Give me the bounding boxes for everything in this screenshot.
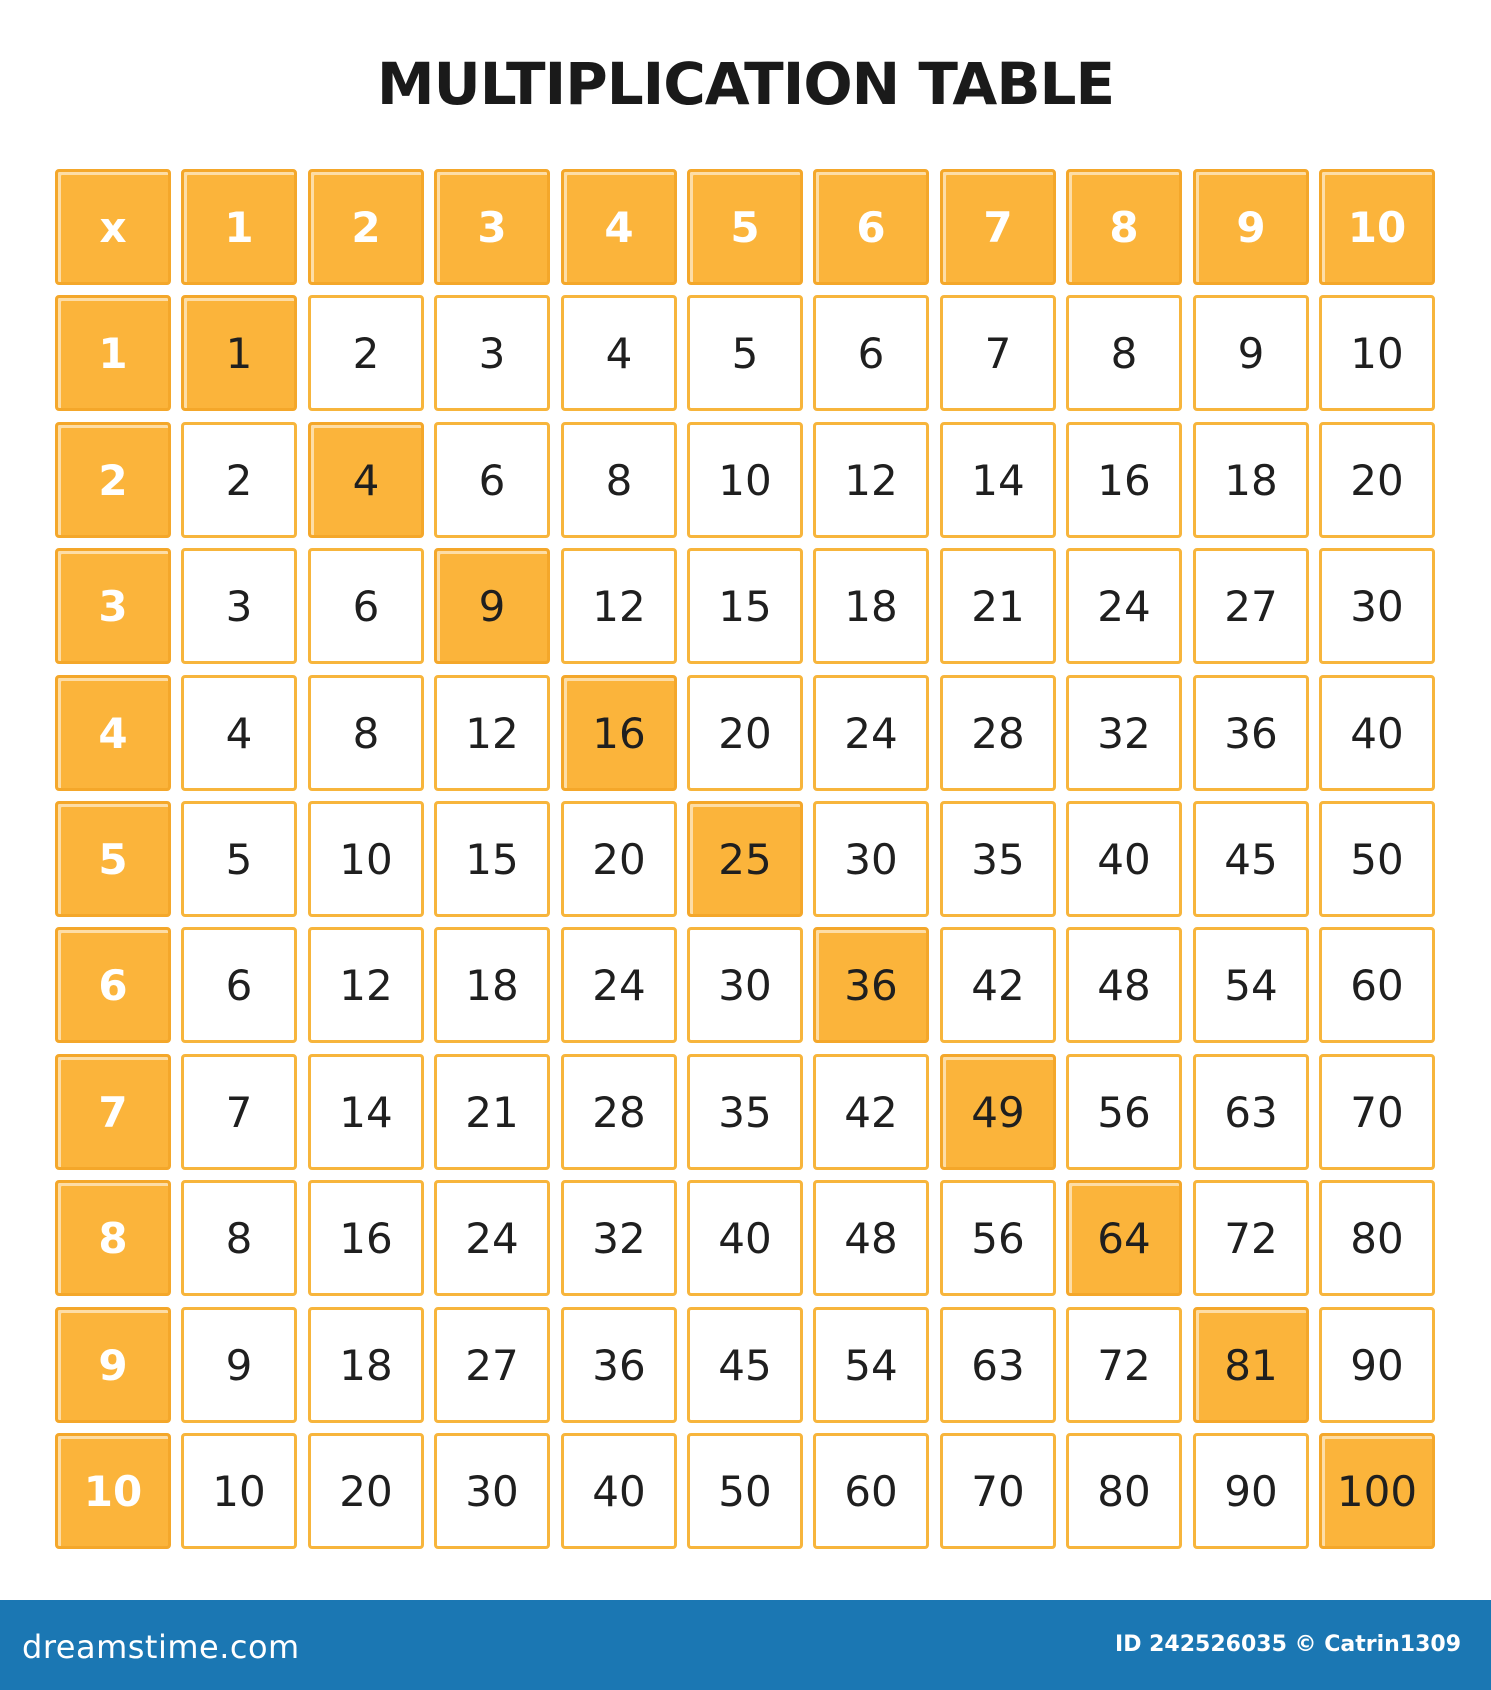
product-cell: 6 — [181, 927, 297, 1043]
column-header-cell: 9 — [1193, 169, 1309, 285]
row-header-cell: 4 — [55, 675, 171, 791]
product-cell: 40 — [1319, 675, 1435, 791]
square-product-cell: 9 — [434, 548, 550, 664]
column-header-cell: 6 — [813, 169, 929, 285]
product-cell: 8 — [308, 675, 424, 791]
product-cell: 54 — [1193, 927, 1309, 1043]
product-cell: 6 — [308, 548, 424, 664]
product-cell: 36 — [561, 1307, 677, 1423]
square-product-cell: 49 — [940, 1054, 1056, 1170]
product-cell: 8 — [181, 1180, 297, 1296]
product-cell: 9 — [181, 1307, 297, 1423]
row-header-cell: 2 — [55, 422, 171, 538]
row-header-cell: 7 — [55, 1054, 171, 1170]
footer-bar — [0, 1600, 1491, 1690]
product-cell: 15 — [687, 548, 803, 664]
product-cell: 20 — [561, 801, 677, 917]
product-cell: 4 — [181, 675, 297, 791]
product-cell: 54 — [813, 1307, 929, 1423]
product-cell: 15 — [434, 801, 550, 917]
product-cell: 20 — [308, 1433, 424, 1549]
row-header-cell: 6 — [55, 927, 171, 1043]
product-cell: 3 — [181, 548, 297, 664]
column-header-cell: 4 — [561, 169, 677, 285]
product-cell: 24 — [1066, 548, 1182, 664]
product-cell: 35 — [940, 801, 1056, 917]
product-cell: 72 — [1066, 1307, 1182, 1423]
square-product-cell: 36 — [813, 927, 929, 1043]
product-cell: 16 — [1066, 422, 1182, 538]
product-cell: 24 — [561, 927, 677, 1043]
footer-image-id: ID 242526035 © Catrin1309 — [1115, 1632, 1461, 1657]
column-header-cell: 8 — [1066, 169, 1182, 285]
product-cell: 30 — [813, 801, 929, 917]
product-cell: 63 — [1193, 1054, 1309, 1170]
product-cell: 7 — [940, 295, 1056, 411]
product-cell: 9 — [1193, 295, 1309, 411]
product-cell: 3 — [434, 295, 550, 411]
product-cell: 30 — [434, 1433, 550, 1549]
product-cell: 6 — [813, 295, 929, 411]
column-header-cell: 7 — [940, 169, 1056, 285]
product-cell: 14 — [940, 422, 1056, 538]
product-cell: 18 — [1193, 422, 1309, 538]
product-cell: 90 — [1319, 1307, 1435, 1423]
product-cell: 56 — [1066, 1054, 1182, 1170]
product-cell: 27 — [434, 1307, 550, 1423]
product-cell: 32 — [561, 1180, 677, 1296]
product-cell: 45 — [687, 1307, 803, 1423]
multiplication-grid — [55, 169, 1435, 1549]
product-cell: 42 — [813, 1054, 929, 1170]
product-cell: 18 — [308, 1307, 424, 1423]
product-cell: 28 — [561, 1054, 677, 1170]
product-cell: 56 — [940, 1180, 1056, 1296]
product-cell: 20 — [1319, 422, 1435, 538]
row-header-cell: 5 — [55, 801, 171, 917]
product-cell: 32 — [1066, 675, 1182, 791]
product-cell: 10 — [181, 1433, 297, 1549]
row-header-cell: 10 — [55, 1433, 171, 1549]
product-cell: 10 — [687, 422, 803, 538]
product-cell: 70 — [940, 1433, 1056, 1549]
square-product-cell: 16 — [561, 675, 677, 791]
product-cell: 80 — [1066, 1433, 1182, 1549]
product-cell: 24 — [813, 675, 929, 791]
column-header-cell: 3 — [434, 169, 550, 285]
product-cell: 6 — [434, 422, 550, 538]
square-product-cell: 100 — [1319, 1433, 1435, 1549]
product-cell: 72 — [1193, 1180, 1309, 1296]
product-cell: 27 — [1193, 548, 1309, 664]
product-cell: 45 — [1193, 801, 1309, 917]
product-cell: 8 — [1066, 295, 1182, 411]
column-header-cell: 1 — [181, 169, 297, 285]
product-cell: 70 — [1319, 1054, 1435, 1170]
product-cell: 10 — [308, 801, 424, 917]
product-cell: 20 — [687, 675, 803, 791]
product-cell: 63 — [940, 1307, 1056, 1423]
row-header-cell: 8 — [55, 1180, 171, 1296]
product-cell: 4 — [561, 295, 677, 411]
product-cell: 14 — [308, 1054, 424, 1170]
product-cell: 40 — [1066, 801, 1182, 917]
product-cell: 12 — [813, 422, 929, 538]
column-header-cell: 5 — [687, 169, 803, 285]
product-cell: 40 — [687, 1180, 803, 1296]
corner-header-cell: x — [55, 169, 171, 285]
product-cell: 60 — [813, 1433, 929, 1549]
product-cell: 10 — [1319, 295, 1435, 411]
product-cell: 18 — [434, 927, 550, 1043]
product-cell: 30 — [1319, 548, 1435, 664]
product-cell: 5 — [181, 801, 297, 917]
square-product-cell: 25 — [687, 801, 803, 917]
footer-brand: dreamstime.com — [22, 1628, 300, 1666]
column-header-cell: 2 — [308, 169, 424, 285]
product-cell: 24 — [434, 1180, 550, 1296]
row-header-cell: 3 — [55, 548, 171, 664]
product-cell: 5 — [687, 295, 803, 411]
product-cell: 42 — [940, 927, 1056, 1043]
product-cell: 7 — [181, 1054, 297, 1170]
product-cell: 18 — [813, 548, 929, 664]
product-cell: 21 — [434, 1054, 550, 1170]
row-header-cell: 1 — [55, 295, 171, 411]
product-cell: 12 — [308, 927, 424, 1043]
product-cell: 40 — [561, 1433, 677, 1549]
product-cell: 21 — [940, 548, 1056, 664]
product-cell: 80 — [1319, 1180, 1435, 1296]
product-cell: 12 — [434, 675, 550, 791]
product-cell: 28 — [940, 675, 1056, 791]
page-title: MULTIPLICATION TABLE — [376, 50, 1115, 118]
product-cell: 2 — [308, 295, 424, 411]
product-cell: 60 — [1319, 927, 1435, 1043]
product-cell: 50 — [687, 1433, 803, 1549]
product-cell: 36 — [1193, 675, 1309, 791]
column-header-cell: 10 — [1319, 169, 1435, 285]
product-cell: 8 — [561, 422, 677, 538]
row-header-cell: 9 — [55, 1307, 171, 1423]
product-cell: 16 — [308, 1180, 424, 1296]
product-cell: 30 — [687, 927, 803, 1043]
product-cell: 35 — [687, 1054, 803, 1170]
product-cell: 2 — [181, 422, 297, 538]
square-product-cell: 4 — [308, 422, 424, 538]
product-cell: 50 — [1319, 801, 1435, 917]
product-cell: 48 — [813, 1180, 929, 1296]
square-product-cell: 1 — [181, 295, 297, 411]
square-product-cell: 64 — [1066, 1180, 1182, 1296]
product-cell: 90 — [1193, 1433, 1309, 1549]
square-product-cell: 81 — [1193, 1307, 1309, 1423]
product-cell: 12 — [561, 548, 677, 664]
product-cell: 48 — [1066, 927, 1182, 1043]
